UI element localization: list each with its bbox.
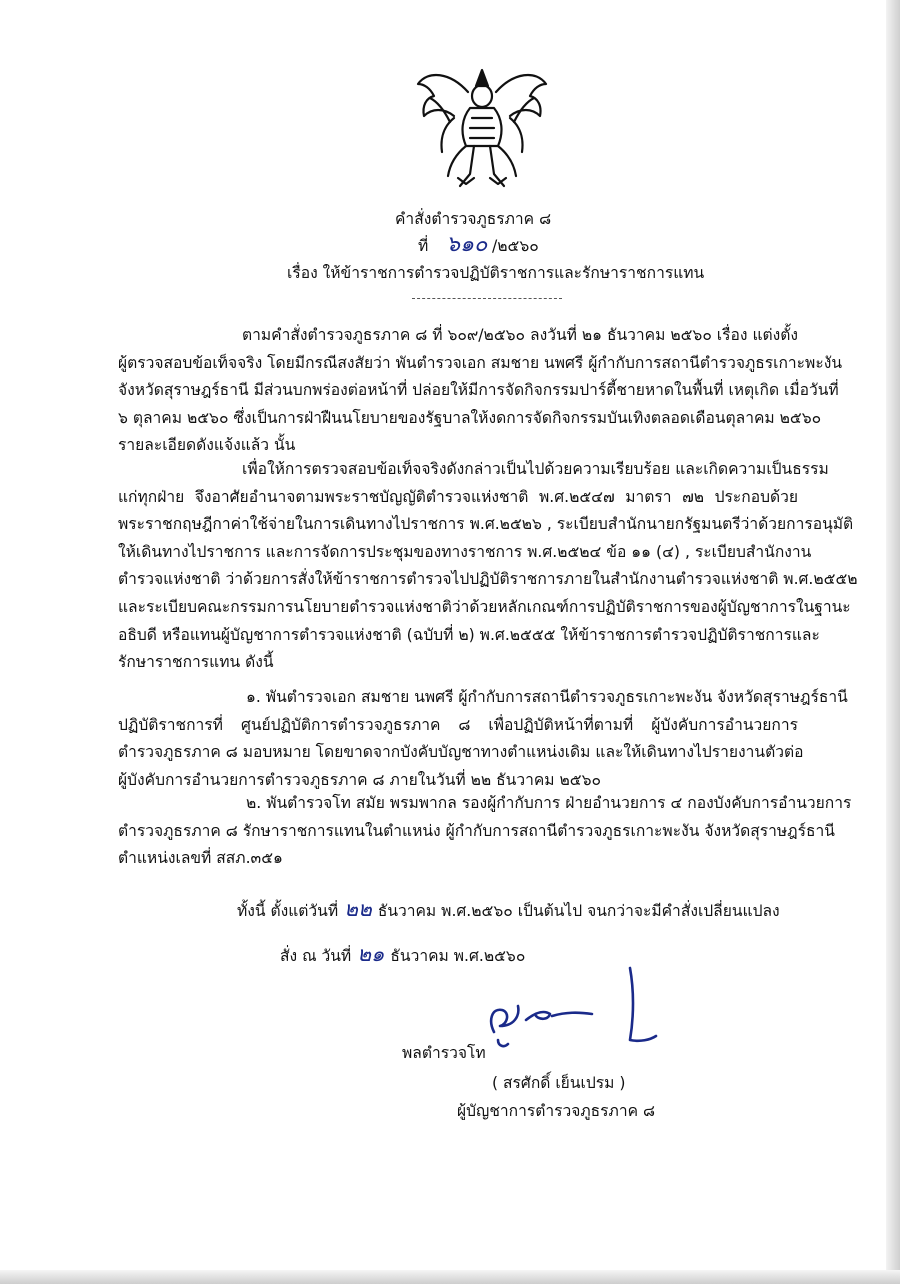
paragraph-line: ตามคำสั่งตำรวจภูธรภาค ๘ ที่ ๖๐๙/๒๕๖๐ ลงวันที่ ๒๑ ธันวาคม ๒๕๖๐ เรื่อง แต่งตั้ง — [242, 326, 798, 344]
subject-divider — [412, 298, 562, 299]
paragraph-line: ตำรวจภูธรภาค ๘ มอบหมาย โดยขาดจากบังคับบัญชาทางตำแหน่งเดิม และให้เดินทางไปรายงานตัวต่อ — [118, 743, 804, 762]
paragraph-line: รักษาราชการแทน ดังนี้ — [118, 653, 274, 672]
paragraph-item-2 — [118, 790, 852, 873]
signatory-position: ผู้บัญชาการตำรวจภูธรภาค ๘ — [457, 1102, 656, 1120]
paragraph-line: ปฏิบัติราชการที่ ศูนย์ปฏิบัติการตำรวจภูธรภาค ๘ เพื่อปฏิบัติหน้าที่ตามที่ ผู้บังคับการอำนวยการ — [118, 715, 798, 734]
paragraph-line: พระราชกฤษฎีกาค่าใช้จ่ายในการเดินทางไปราชการ พ.ศ.๒๕๒๖ , ระเบียบสำนักนายกรัฐมนตรีว่าด้วยการอนุมัติ — [118, 515, 854, 534]
order-subject: เรื่อง ให้ข้าราชการตำรวจปฏิบัติราชการและรักษาราชการแทน — [287, 264, 705, 282]
paragraph-item-1 — [118, 684, 848, 794]
paragraph-line: และระเบียบคณะกรรมการนโยบายตำรวจแห่งชาติว่าด้วยหลักเกณฑ์การปฏิบัติราชการของผู้บัญชาการในฐานะ — [118, 597, 851, 616]
paragraph-line: ตำรวจภูธรภาค ๘ รักษาราชการแทนในตำแหน่ง ผู้กำกับการสถานีตำรวจภูธรเกาะพะงัน จังหวัดสุราษฎร์ธานี — [118, 821, 835, 840]
paragraph-line: เพื่อให้การตรวจสอบข้อเท็จจริงดังกล่าวเป็นไปด้วยความเรียบร้อย และเกิดความเป็นธรรม — [242, 460, 829, 478]
paragraph-line: จังหวัดสุราษฎร์ธานี มีส่วนบกพร่องต่อหน้าที่ ปล่อยให้มีการจัดกิจกรรมปาร์ตี้ชายหาดในพื้นที่ เหตุเกิด เมื่อวันที่ — [118, 381, 839, 400]
order-number-handwritten: ๖๑๐ — [446, 232, 488, 257]
paragraph-line: ผู้ตรวจสอบข้อเท็จจริง โดยมีกรณีสงสัยว่า พันตำรวจเอก สมชาย นพศรี ผู้กำกับการสถานีตำรวจภูธรเกาะพะงัน — [118, 353, 842, 372]
effective-day-handwritten: ๒๒ — [344, 897, 372, 921]
paragraph-line: ๖ ตุลาคม ๒๕๖๐ ซึ่งเป็นการฝ่าฝืนนโยบายของรัฐบาลให้งดการจัดกิจกรรมบันเทิงตลอดเดือนตุลาคม ๒๕๖๐ — [118, 408, 822, 427]
paragraph-line: ให้เดินทางไปราชการ และการจัดการประชุมของทางราชการ พ.ศ.๒๕๒๔ ข้อ ๑๑ (๔) , ระเบียบสำนักงาน — [118, 542, 812, 561]
signatory-name: ( สรศักดิ์ เย็นเปรม ) — [492, 1074, 626, 1092]
paper-edge-bottom — [0, 1270, 900, 1284]
paper-edge-right — [886, 0, 900, 1284]
effective-prefix: ทั้งนี้ ตั้งแต่วันที่ — [237, 902, 339, 920]
order-number-year: /๒๕๖๐ — [492, 237, 539, 255]
ordered-suffix: ธันวาคม พ.ศ.๒๕๖๐ — [390, 947, 526, 965]
ordered-prefix: สั่ง ณ วันที่ — [280, 947, 352, 965]
effective-suffix: ธันวาคม พ.ศ.๒๕๖๐ เป็นต้นไป จนกว่าจะมีคำสั่งเปลี่ยนแปลง — [377, 902, 780, 920]
paragraph-line: ๑. พันตำรวจเอก สมชาย นพศรี ผู้กำกับการสถานีตำรวจภูธรเกาะพะงัน จังหวัดสุราษฎร์ธานี — [246, 688, 848, 706]
paragraph-line: รายละเอียดดังแจ้งแล้ว นั้น — [118, 436, 296, 455]
paragraph-background — [118, 322, 842, 460]
order-number-label: ที่ — [418, 237, 429, 255]
paragraph-line: แก่ทุกฝ่าย จึงอาศัยอำนาจตามพระราชบัญญัติตำรวจแห่งชาติ พ.ศ.๒๕๔๗ มาตรา ๗๒ ประกอบด้วย — [118, 487, 798, 506]
paragraph-authority — [118, 456, 858, 677]
effective-date — [237, 893, 780, 926]
paragraph-line: ตำรวจแห่งชาติ ว่าด้วยการสั่งให้ข้าราชการตำรวจไปปฏิบัติราชการภายในสำนักงานตำรวจแห่งชาติ พ.ศ.๒๕๕๒ — [118, 570, 858, 589]
handwritten-signature — [470, 960, 670, 1060]
signatory-rank: พลตำรวจโท — [402, 1044, 486, 1062]
paragraph-line: ๒. พันตำรวจโท สมัย พรมพากล รองผู้กำกับการ ฝ่ายอำนวยการ ๔ กองบังคับการอำนวยการ — [246, 794, 852, 812]
order-title: คำสั่งตำรวจภูธรภาค ๘ — [395, 210, 552, 228]
paragraph-line: ผู้บังคับการอำนวยการตำรวจภูธรภาค ๘ ภายในวันที่ ๒๒ ธันวาคม ๒๕๖๐ — [118, 770, 602, 789]
paragraph-line: อธิบดี หรือแทนผู้บัญชาการตำรวจแห่งชาติ (ฉบับที่ ๒) พ.ศ.๒๕๕๕ ให้ข้าราชการตำรวจปฏิบัติราชการและ — [118, 625, 820, 644]
garuda-emblem — [410, 62, 555, 197]
ordered-day-handwritten: ๒๑ — [357, 942, 385, 966]
paragraph-line: ตำแหน่งเลขที่ สสภ.๓๕๑ — [118, 849, 283, 868]
